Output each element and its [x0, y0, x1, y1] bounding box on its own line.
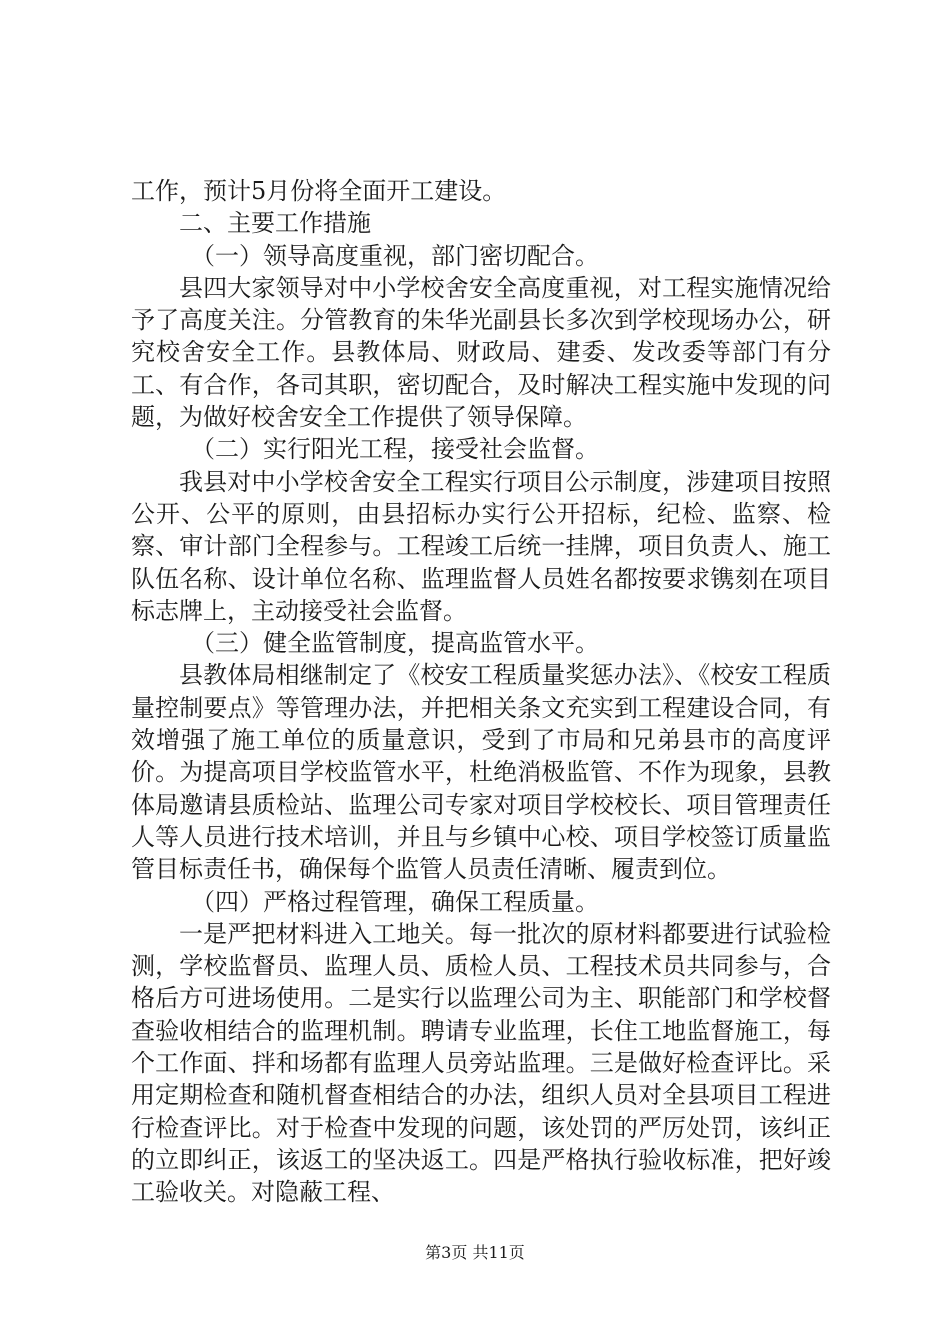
- paragraph-4: 一是严把材料进入工地关。每一批次的原材料都要进行试验检测，学校监督员、监理人员、质检人员、工程技术员共同参与，合格后方可进场使用。二是实行以监理公司为主、职能部门和学校督查验收相结合的监理机制。聘请专业监理，长住工地监督施工，每个工作面、拌和场都有监理人员旁站监理。三是做好检查评比。采用定期检查和随机督查相结合的办法，组织人员对全县项目工程进行检查评比。对于检查中发现的问题，该处罚的严厉处罚，该纠正的立即纠正，该返工的坚决返工。四是严格执行验收标准，把好竣工验收关。对隐蔽工程、: [131, 919, 831, 1207]
- paragraph-3: 县教体局相继制定了《校安工程质量奖惩办法》、《校安工程质量控制要点》等管理办法，并把相关条文充实到工程建设合同，有效增强了施工单位的质量意识，受到了市局和兄弟县市的高度评价。为提高项目学校监管水平，杜绝消极监管、不作为现象，县教体局邀请县质检站、监理公司专家对项目学校校长、项目管理责任人等人员进行技术培训，并且与乡镇中心校、项目学校签订质量监管目标责任书，确保每个监管人员责任清晰、履责到位。: [131, 661, 831, 884]
- subheading-2: （二）实行阳光工程，接受社会监督。: [191, 435, 599, 464]
- paragraph-1: 县四大家领导对中小学校舍安全高度重视，对工程实施情况给予了高度关注。分管教育的朱华光副县长多次到学校现场办公，研究校舍安全工作。县教体局、财政局、建委、发改委等部门有分工、有合作，各司其职，密切配合，及时解决工程实施中发现的问题，为做好校舍安全工作提供了领导保障。: [131, 273, 831, 432]
- document-body: [131, 175, 831, 1209]
- subheading-3: （三）健全监管制度，提高监管水平。: [191, 629, 599, 658]
- page-footer: 第3页 共11页: [425, 1243, 525, 1262]
- subheading-4: （四）严格过程管理，确保工程质量。: [191, 887, 599, 916]
- subheading-1: （一）领导高度重视，部门密切配合。: [191, 241, 599, 270]
- paragraph-continuation: 工作，预计5月份将全面开工建设。: [131, 177, 507, 205]
- section-heading-main-measures: 二、主要工作措施: [179, 209, 371, 238]
- paragraph-2: 我县对中小学校舍安全工程实行项目公示制度，涉建项目按照公开、公平的原则，由县招标办实行公开招标，纪检、监察、检察、审计部门全程参与。工程竣工后统一挂牌，项目负责人、施工队伍名称、设计单位名称、监理监督人员姓名都按要求镌刻在项目标志牌上，主动接受社会监督。: [131, 467, 831, 625]
